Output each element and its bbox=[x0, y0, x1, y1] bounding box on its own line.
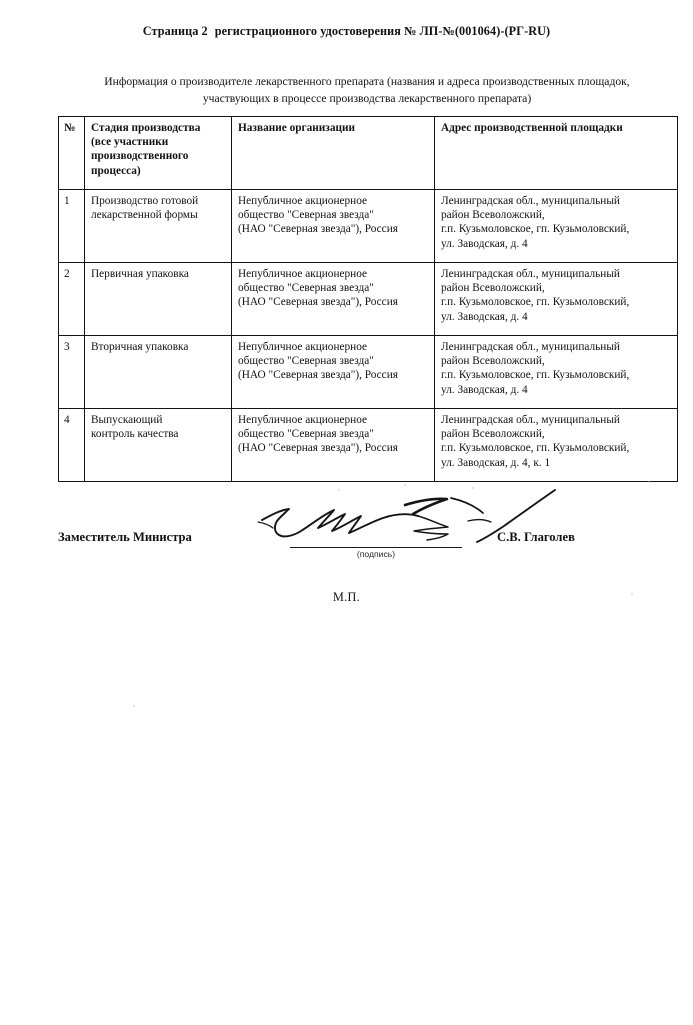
row-address bbox=[435, 190, 678, 263]
row-address-line-3: г.п. Кузьмоловское, гп. Кузьмоловский, bbox=[441, 296, 630, 309]
row-address-line-2: район Всеволожский, bbox=[441, 282, 545, 295]
column-header-stage bbox=[85, 117, 232, 190]
row-organization-line-3: (НАО "Северная звезда"), Россия bbox=[238, 369, 398, 382]
row-organization bbox=[232, 263, 435, 336]
scan-speckle bbox=[631, 593, 633, 595]
row-address-line-4: ул. Заводская, д. 4 bbox=[441, 310, 528, 323]
row-organization-line-1: Непубличное акционерное bbox=[238, 195, 368, 207]
row-address bbox=[435, 263, 678, 336]
row-stage bbox=[85, 336, 232, 409]
table-row bbox=[59, 336, 678, 409]
row-address-line-1: Ленинградская обл., муниципальный bbox=[441, 341, 620, 353]
row-stage bbox=[85, 263, 232, 336]
page-header-prefix: Страница 2 bbox=[142, 24, 208, 38]
signature-block bbox=[0, 497, 693, 577]
row-organization-line-2: общество "Северная звезда" bbox=[238, 209, 374, 222]
row-address-line-1: Ленинградская обл., муниципальный bbox=[441, 414, 620, 426]
signature-caption: (подпись) bbox=[356, 549, 396, 559]
intro-line-1: Информация о производителе лекарственного препарата (названия и адреса производственных площадок, bbox=[104, 75, 630, 88]
signatory-name: С.В. Глаголев bbox=[497, 530, 575, 544]
row-organization-line-1: Непубличное акционерное bbox=[238, 268, 368, 280]
row-organization-line-3: (НАО "Северная звезда"), Россия bbox=[238, 442, 398, 455]
column-header-stage-line-1: Стадия производства bbox=[91, 122, 201, 134]
intro-line-2: участвующих в процессе производства лекарственного препарата) bbox=[202, 92, 532, 105]
manufacturing-sites-table bbox=[58, 116, 678, 482]
row-address-line-3: г.п. Кузьмоловское, гп. Кузьмоловский, bbox=[441, 223, 630, 236]
row-stage-line-1: Производство готовой bbox=[91, 195, 199, 207]
row-stage bbox=[85, 190, 232, 263]
scan-speckle bbox=[472, 487, 474, 489]
row-number: 3 bbox=[59, 336, 85, 409]
row-stage-line-2: контроль качества bbox=[91, 428, 179, 441]
row-organization-line-2: общество "Северная звезда" bbox=[238, 355, 374, 368]
row-organization-line-3: (НАО "Северная звезда"), Россия bbox=[238, 296, 398, 309]
row-address-line-2: район Всеволожский, bbox=[441, 428, 545, 441]
page-header-registration: регистрационного удостоверения № ЛП-№(001064)-(РГ-RU) bbox=[214, 24, 551, 38]
row-address bbox=[435, 409, 678, 482]
scan-speckle bbox=[648, 481, 650, 483]
row-stage-line-1: Выпускающий bbox=[91, 414, 163, 426]
table-header-row bbox=[59, 117, 678, 190]
row-address-line-4: ул. Заводская, д. 4, к. 1 bbox=[441, 456, 551, 469]
row-address bbox=[435, 336, 678, 409]
row-address-line-3: г.п. Кузьмоловское, гп. Кузьмоловский, bbox=[441, 369, 630, 382]
column-header-organization: Название организации bbox=[232, 117, 435, 190]
row-organization bbox=[232, 336, 435, 409]
row-address-line-3: г.п. Кузьмоловское, гп. Кузьмоловский, bbox=[441, 442, 630, 455]
row-organization-line-2: общество "Северная звезда" bbox=[238, 428, 374, 441]
row-stage-line-2: лекарственной формы bbox=[91, 209, 198, 222]
row-number: 2 bbox=[59, 263, 85, 336]
row-number: 4 bbox=[59, 409, 85, 482]
row-organization-line-1: Непубличное акционерное bbox=[238, 341, 368, 353]
column-header-address: Адрес производственной площадки bbox=[435, 117, 678, 190]
row-number: 1 bbox=[59, 190, 85, 263]
row-organization-line-3: (НАО "Северная звезда"), Россия bbox=[238, 223, 398, 236]
page-header bbox=[0, 24, 693, 39]
scan-speckle bbox=[338, 489, 340, 491]
row-address-line-2: район Всеволожский, bbox=[441, 355, 545, 368]
row-organization bbox=[232, 190, 435, 263]
seal-marker: М.П. bbox=[333, 590, 360, 604]
row-address-line-2: район Всеволожский, bbox=[441, 209, 545, 222]
signatory-title: Заместитель Министра bbox=[58, 530, 192, 544]
table-row bbox=[59, 409, 678, 482]
row-address-line-4: ул. Заводская, д. 4 bbox=[441, 383, 528, 396]
column-header-stage-line-2: (все участники bbox=[91, 136, 169, 149]
intro-paragraph bbox=[56, 73, 678, 107]
scan-speckle bbox=[133, 705, 135, 707]
column-header-stage-line-4: процесса) bbox=[91, 164, 141, 177]
row-address-line-1: Ленинградская обл., муниципальный bbox=[441, 268, 620, 280]
row-stage bbox=[85, 409, 232, 482]
column-header-stage-line-3: производственного bbox=[91, 150, 189, 163]
table-row bbox=[59, 263, 678, 336]
scan-speckle bbox=[404, 484, 406, 486]
row-stage-line-1: Вторичная упаковка bbox=[91, 341, 189, 353]
row-organization bbox=[232, 409, 435, 482]
column-header-number: № bbox=[59, 117, 85, 190]
table-row bbox=[59, 190, 678, 263]
row-organization-line-1: Непубличное акционерное bbox=[238, 414, 368, 426]
row-address-line-1: Ленинградская обл., муниципальный bbox=[441, 195, 620, 207]
row-address-line-4: ул. Заводская, д. 4 bbox=[441, 237, 528, 250]
row-stage-line-1: Первичная упаковка bbox=[91, 268, 189, 280]
signature-rule bbox=[290, 547, 462, 548]
row-organization-line-2: общество "Северная звезда" bbox=[238, 282, 374, 295]
